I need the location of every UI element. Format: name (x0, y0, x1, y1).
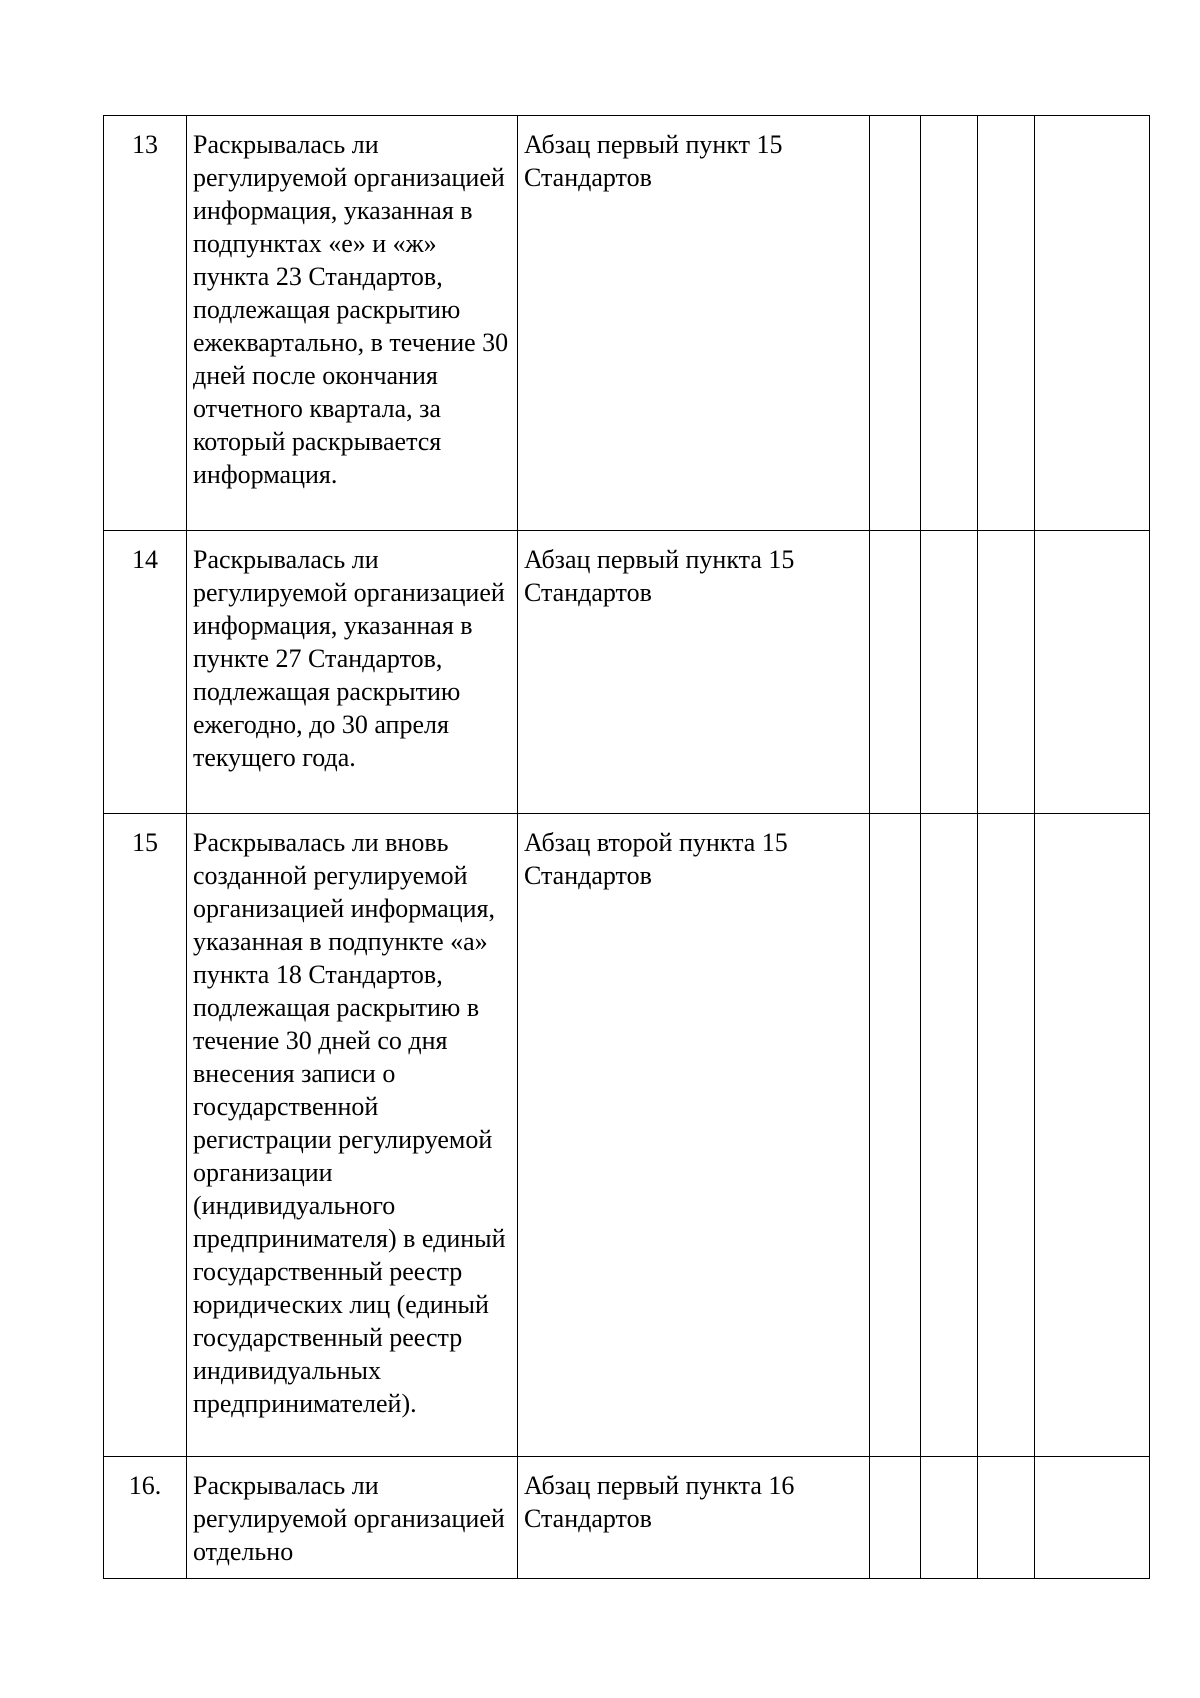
source-cell: Абзац первый пункта 16 Стандартов (518, 1457, 870, 1579)
answer-cell-3 (978, 531, 1035, 814)
question-cell: Раскрывалась ли регулируемой организацией информация, указанная в пункте 27 Стандартов, подлежащая раскрытию ежегодно, до 30 апреля текущего года. (187, 531, 518, 814)
row-number: 14 (104, 531, 187, 814)
answer-cell-1 (870, 531, 921, 814)
row-number: 13 (104, 116, 187, 531)
answer-cell-2 (921, 814, 978, 1457)
question-cell: Раскрывалась ли регулируемой организацией информация, указанная в подпунктах «е» и «ж» пункта 23 Стандартов, подлежащая раскрытию ежеквартально, в течение 30 дней после окончания отчетного квартала, за который раскрывается информация. (187, 116, 518, 531)
answer-cell-1 (870, 116, 921, 531)
table-row (104, 1457, 1150, 1579)
answer-cell-4 (1035, 814, 1150, 1457)
source-cell: Абзац второй пункта 15 Стандартов (518, 814, 870, 1457)
row-number: 16. (104, 1457, 187, 1579)
answer-cell-3 (978, 1457, 1035, 1579)
answer-cell-3 (978, 814, 1035, 1457)
table-row (104, 814, 1150, 1457)
answer-cell-4 (1035, 1457, 1150, 1579)
answer-cell-1 (870, 814, 921, 1457)
answer-cell-2 (921, 531, 978, 814)
answer-cell-1 (870, 1457, 921, 1579)
source-cell: Абзац первый пункта 15 Стандартов (518, 531, 870, 814)
source-cell: Абзац первый пункт 15 Стандартов (518, 116, 870, 531)
question-cell: Раскрывалась ли регулируемой организацией отдельно (187, 1457, 518, 1579)
answer-cell-4 (1035, 116, 1150, 531)
checklist-table (103, 115, 1150, 1579)
question-cell: Раскрывалась ли вновь созданной регулируемой организацией информация, указанная в подпункте «а» пункта 18 Стандартов, подлежащая раскрытию в течение 30 дней со дня внесения записи о государственной регистрации регулируемой организации (индивидуального предпринимателя) в единый государственный реестр юридических лиц (единый государственный реестр индивидуальных предпринимателей). (187, 814, 518, 1457)
answer-cell-4 (1035, 531, 1150, 814)
row-number: 15 (104, 814, 187, 1457)
answer-cell-2 (921, 1457, 978, 1579)
table-row (104, 531, 1150, 814)
answer-cell-3 (978, 116, 1035, 531)
answer-cell-2 (921, 116, 978, 531)
table-row (104, 116, 1150, 531)
